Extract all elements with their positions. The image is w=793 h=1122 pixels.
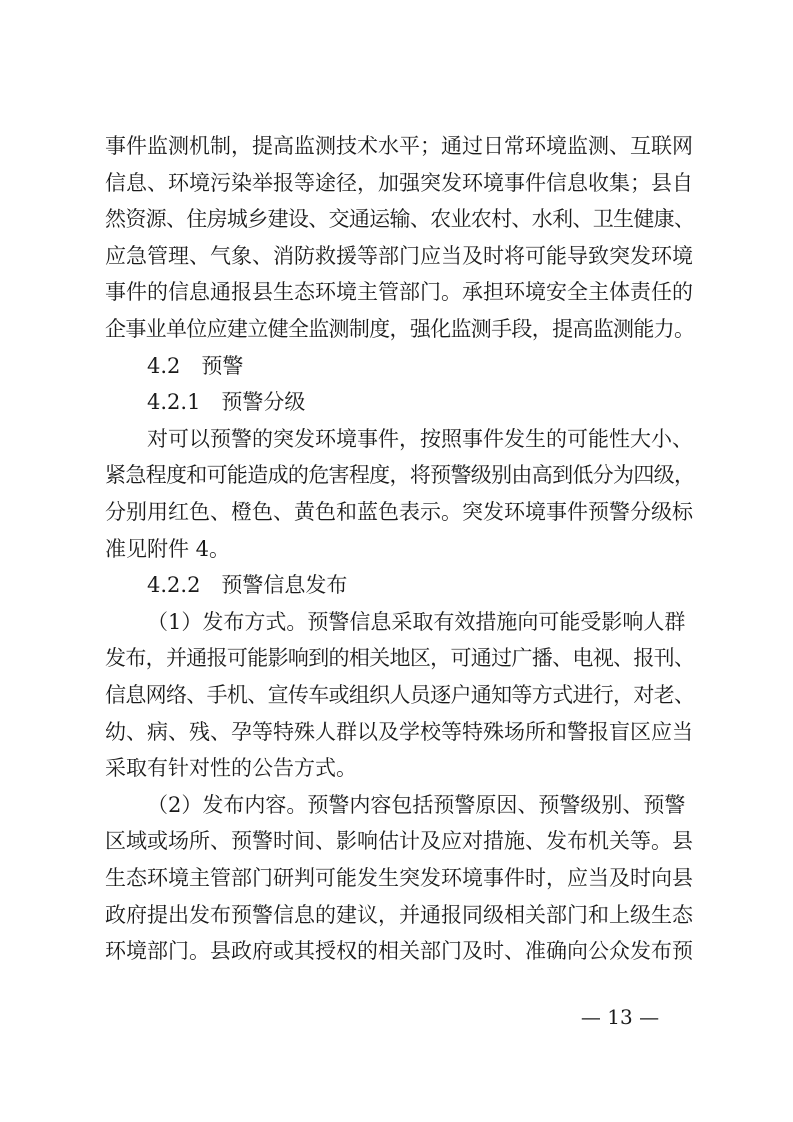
text-line: 采取有针对性的公告方式。 xyxy=(105,756,357,781)
text-line: 事件的信息通报县生态环境主管部门。承担环境安全主体责任的 xyxy=(105,280,693,305)
text-line: 然资源、住房城乡建设、交通运输、农业农村、水利、卫生健康、 xyxy=(105,207,695,232)
text-line: 企事业单位应建立健全监测制度，强化监测手段，提高监测能力。 xyxy=(105,317,695,341)
text-line: 应急管理、气象、消防救援等部门应当及时将可能导致突发环境 xyxy=(105,243,693,268)
text-line: 4.2 预警 xyxy=(147,353,244,378)
text-line: 幼、病、残、孕等特殊人群以及学校等特殊场所和警报盲区应当 xyxy=(105,719,693,744)
text-line: 信息网络、手机、宣传车或组织人员逐户通知等方式进行，对老、 xyxy=(105,683,695,707)
text-line: 生态环境主管部门研判可能发生突发环境事件时，应当及时向县 xyxy=(105,866,693,890)
text-line: （2）发布内容。预警内容包括预警原因、预警级别、预警 xyxy=(147,792,686,817)
text-line: 准见附件 4。 xyxy=(105,536,231,561)
text-line: 区域或场所、预警时间、影响估计及应对措施、发布机关等。县 xyxy=(105,829,693,854)
text-line: 分别用红色、橙色、黄色和蓝色表示。突发环境事件预警分级标 xyxy=(105,500,693,524)
text-line: 4.2.2 预警信息发布 xyxy=(147,573,348,598)
text-line: 环境部门。县政府或其授权的相关部门及时、准确向公众发布预 xyxy=(105,939,693,964)
text-line: 政府提出发布预警信息的建议，并通报同级相关部门和上级生态 xyxy=(105,902,693,927)
text-line: 紧急程度和可能造成的危害程度，将预警级别由高到低分为四级， xyxy=(105,463,695,488)
text-line: 信息、环境污染举报等途径，加强突发环境事件信息收集；县自 xyxy=(105,170,693,195)
text-line: 对可以预警的突发环境事件，按照事件发生的可能性大小、 xyxy=(147,426,693,451)
text-line: 发布，并通报可能影响到的相关地区，可通过广播、电视、报刊、 xyxy=(105,646,695,671)
page-number: — 13 — xyxy=(580,1005,660,1029)
text-line: （1）发布方式。预警信息采取有效措施向可能受影响人群 xyxy=(147,609,686,634)
text-line: 4.2.1 预警分级 xyxy=(147,390,306,415)
text-line: 事件监测机制，提高监测技术水平；通过日常环境监测、互联网 xyxy=(105,134,693,158)
